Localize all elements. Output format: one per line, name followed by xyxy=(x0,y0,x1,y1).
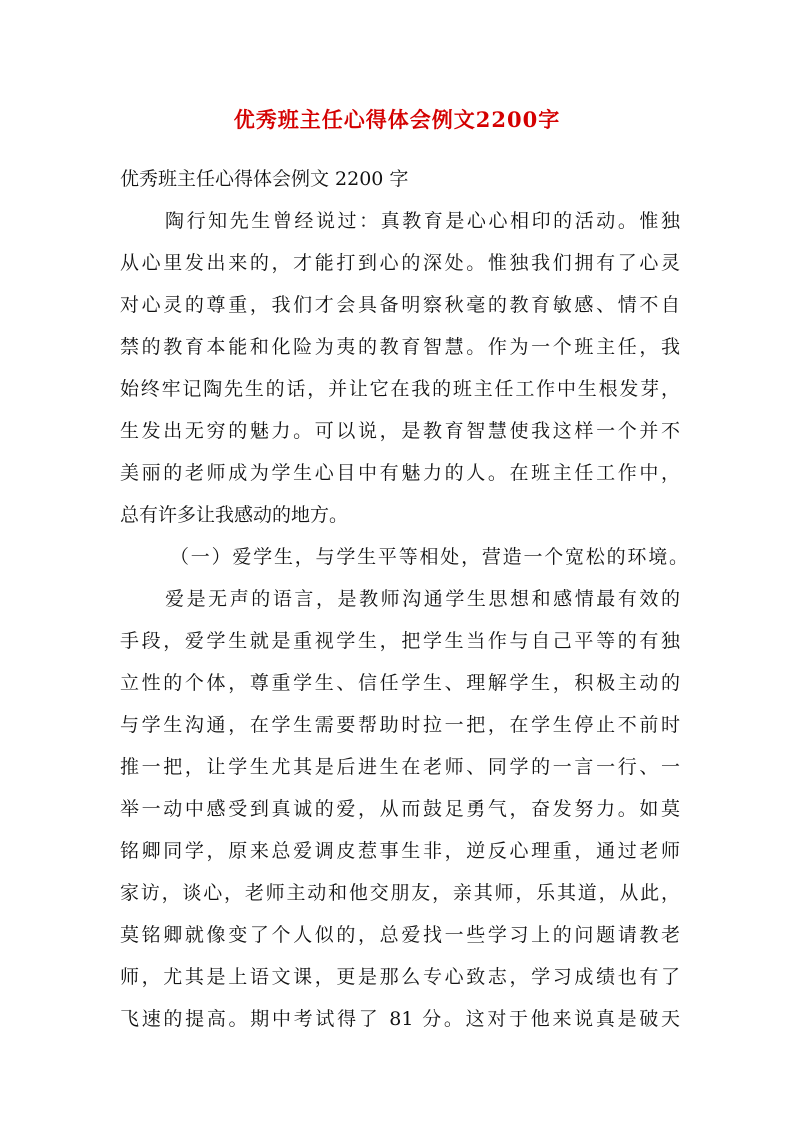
paragraph-line: 师，尤其是上语文课，更是那么专心致志，学习成绩也有了 xyxy=(120,966,680,988)
document-subtitle: 优秀班主任心得体会例文 2200 字 xyxy=(120,168,409,190)
paragraph-line: 举一动中感受到真诚的爱，从而鼓足勇气，奋发努力。如莫 xyxy=(120,798,680,820)
paragraph-line: 铭卿同学，原来总爱调皮惹事生非，逆反心理重，通过老师 xyxy=(120,840,680,862)
paragraph-line: 与学生沟通，在学生需要帮助时拉一把，在学生停止不前时 xyxy=(120,714,680,736)
paragraph-line: 从心里发出来的，才能打到心的深处。惟独我们拥有了心灵 xyxy=(120,252,680,274)
paragraph-line: 手段，爱学生就是重视学生，把学生当作与自己平等的有独 xyxy=(120,630,680,652)
paragraph-line: 总有许多让我感动的地方。 xyxy=(120,504,349,526)
paragraph-line: 家访，谈心，老师主动和他交朋友，亲其师，乐其道，从此， xyxy=(120,882,680,904)
paragraph-line: 始终牢记陶先生的话，并让它在我的班主任工作中生根发芽， xyxy=(120,378,680,400)
paragraph-line: 陶行知先生曾经说过：真教育是心心相印的活动。惟独 xyxy=(165,210,680,232)
paragraph-line: 爱是无声的语言，是教师沟通学生思想和感情最有效的 xyxy=(165,588,680,610)
paragraph-line: 生发出无穷的魅力。可以说，是教育智慧使我这样一个并不 xyxy=(120,420,680,442)
paragraph-line: 美丽的老师成为学生心目中有魅力的人。在班主任工作中， xyxy=(120,462,680,484)
paragraph-line: 莫铭卿就像变了个人似的，总爱找一些学习上的问题请教老 xyxy=(120,924,680,946)
document-title: 优秀班主任心得体会例文2200字 xyxy=(233,107,561,132)
paragraph-line: 对心灵的尊重，我们才会具备明察秋毫的教育敏感、情不自 xyxy=(120,294,680,316)
section-heading: （一）爱学生，与学生平等相处，营造一个宽松的环境。 xyxy=(170,546,688,568)
paragraph-line: 飞速的提高。期中考试得了 81 分。这对于他来说真是破天 xyxy=(120,1008,680,1030)
paragraph-line: 禁的教育本能和化险为夷的教育智慧。作为一个班主任，我 xyxy=(120,336,680,358)
paragraph-line: 立性的个体，尊重学生、信任学生、理解学生，积极主动的 xyxy=(120,672,680,694)
paragraph-line: 推一把，让学生尤其是后进生在老师、同学的一言一行、一 xyxy=(120,756,680,778)
